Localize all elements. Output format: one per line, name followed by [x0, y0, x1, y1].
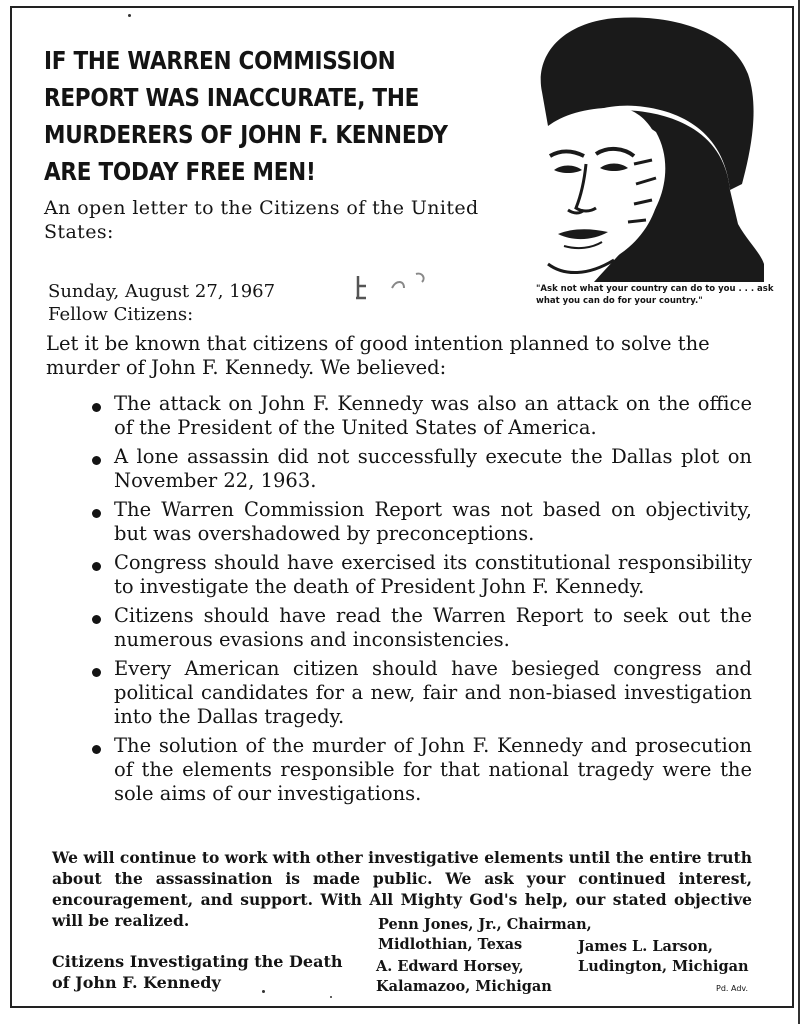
- belief-item: Every American citizen should have besieged congress and political candidates for a new, fair and non-biased investigation into the Dallas tragedy.: [92, 657, 752, 729]
- bullet-icon: [92, 562, 101, 571]
- signatory-edward-horsey: A. Edward Horsey, Kalamazoo, Michigan: [376, 958, 552, 995]
- subheadline: An open letter to the Citizens of the United States:: [44, 197, 479, 243]
- closing-paragraph: We will continue to work with other investigative elements until the entire truth about the assassination is made public. We ask your continued interest, encouragement, and support. With All Mighty God's help, our stated objective will be realized.: [52, 848, 752, 930]
- bullet-icon: [92, 745, 101, 754]
- salutation: Fellow Citizens:: [48, 304, 194, 325]
- belief-item: The solution of the murder of John F. Kennedy and prosecution of the elements responsible for that national tragedy were the sole aims of our investigations.: [92, 734, 752, 806]
- signatory-james-larson: James L. Larson, Ludington, Michigan: [578, 938, 749, 975]
- signatory-penn-jones: Penn Jones, Jr., Chairman, Midlothian, Texas: [378, 916, 592, 953]
- paid-advertisement-note: Pd. Adv.: [716, 984, 749, 993]
- letter-intro: Let it be known that citizens of good intention planned to solve the murder of John F. Kennedy. We believed:: [46, 332, 710, 379]
- bullet-icon: [92, 509, 101, 518]
- smudge-mark: [352, 268, 432, 304]
- bullet-icon: [92, 615, 101, 624]
- belief-item: The attack on John F. Kennedy was also an attack on the office of the President of the United States of America.: [92, 392, 752, 440]
- belief-item: A lone assassin did not successfully execute the Dallas plot on November 22, 1963.: [92, 445, 752, 493]
- bullet-icon: [92, 403, 101, 412]
- kennedy-portrait: [524, 14, 764, 282]
- beliefs-list: [92, 392, 752, 811]
- letter-date: Sunday, August 27, 1967: [48, 281, 276, 302]
- portrait-caption: "Ask not what your country can do to you . . . ask what you can do for your country.": [536, 284, 774, 306]
- organization-name: Citizens Investigating the Death of John F. Kennedy: [52, 952, 343, 992]
- belief-item: The Warren Commission Report was not based on objectivity, but was overshadowed by preconceptions.: [92, 498, 752, 546]
- belief-item: Citizens should have read the Warren Report to seek out the numerous evasions and inconsistencies.: [92, 604, 752, 652]
- print-speck: [262, 990, 265, 993]
- bullet-icon: [92, 668, 101, 677]
- print-speck: [330, 996, 332, 998]
- belief-item: Congress should have exercised its constitutional responsibility to investigate the death of President John F. Kennedy.: [92, 551, 752, 599]
- print-speck: [128, 14, 131, 17]
- page-edge: [798, 0, 808, 1024]
- bullet-icon: [92, 456, 101, 465]
- headline: IF THE WARREN COMMISSION REPORT WAS INACCURATE, THE MURDERERS OF JOHN F. KENNEDY ARE TODAY FREE MEN!: [44, 46, 448, 186]
